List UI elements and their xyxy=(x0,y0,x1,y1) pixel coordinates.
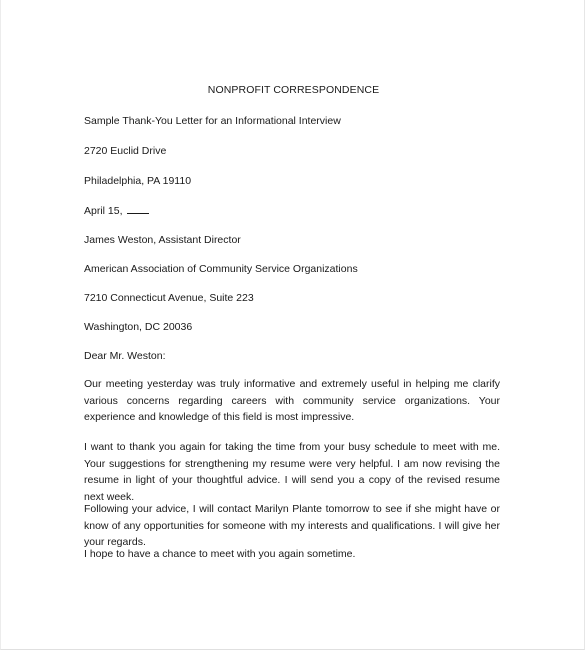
recipient-street: 7210 Connecticut Avenue, Suite 223 xyxy=(84,292,254,304)
date-year-blank xyxy=(127,204,149,214)
recipient-city: Washington, DC 20036 xyxy=(84,321,193,333)
date-text: April 15, xyxy=(84,205,123,217)
document-title: NONPROFIT CORRESPONDENCE xyxy=(207,84,380,96)
letter-subtitle: Sample Thank-You Letter for an Informational Interview xyxy=(84,115,341,127)
body-paragraph-2: I want to thank you again for taking the time from your busy schedule to meet with me. Your suggestions for strengthening my resume were very helpful. I am now revising the resume in light of your thoughtful advice. I will send you a copy of the revised resume next week. xyxy=(84,441,500,503)
sender-city: Philadelphia, PA 19110 xyxy=(84,175,192,187)
letter-date xyxy=(84,204,149,217)
sender-street: 2720 Euclid Drive xyxy=(84,145,167,157)
recipient-name: James Weston, Assistant Director xyxy=(84,234,241,246)
recipient-organization: American Association of Community Service Organizations xyxy=(84,263,358,275)
salutation: Dear Mr. Weston: xyxy=(84,350,166,362)
body-paragraph-4: I hope to have a chance to meet with you again sometime. xyxy=(84,548,356,560)
body-paragraph-3: Following your advice, I will contact Marilyn Plante tomorrow to see if she might have or know of any opportunities for someone with my interests and qualifications. I will give her your regards. xyxy=(84,503,500,548)
body-paragraph-1: Our meeting yesterday was truly informative and extremely useful in helping me clarify various concerns regarding careers with community service organizations. Your experience and knowledge of this field is most impressive. xyxy=(84,378,500,423)
